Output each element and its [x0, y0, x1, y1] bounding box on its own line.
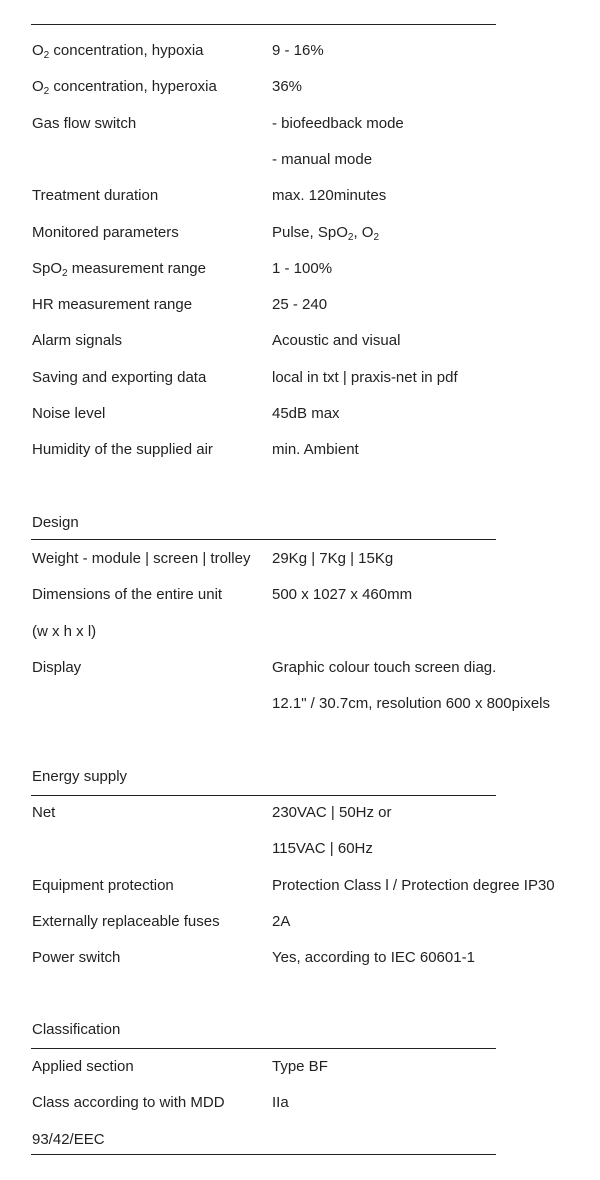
spec-row — [0, 251, 600, 287]
text-run: Monitored parameters — [32, 223, 179, 241]
subscript: 2 — [373, 231, 380, 243]
spec-label — [32, 396, 105, 432]
text-run: HR measurement range — [32, 296, 193, 314]
section-title-design: Design — [32, 514, 79, 531]
text-run: Treatment duration — [32, 187, 159, 205]
subscript: 2 — [62, 267, 68, 279]
spec-row — [0, 178, 600, 214]
spec-label — [32, 251, 206, 287]
spec-label — [32, 1049, 134, 1085]
spec-value — [272, 1049, 328, 1085]
text-run: - biofeedback mode — [272, 114, 404, 132]
spec-value — [272, 251, 332, 287]
section-title-energy-supply: Energy supply — [32, 768, 128, 785]
spec-row — [0, 577, 600, 613]
text-run: IIa — [272, 1094, 289, 1112]
text-run: 1 - 100% — [272, 259, 333, 277]
text-run: O — [32, 78, 44, 96]
text-run: concentration, hyperoxia — [49, 78, 217, 96]
spec-label — [32, 795, 55, 831]
spec-row — [0, 33, 600, 69]
spec-label — [32, 69, 217, 105]
spec-value — [272, 686, 550, 722]
text-run: measurement range — [67, 259, 206, 277]
text-run: 29Kg | 7Kg | 15Kg — [272, 550, 394, 567]
text-run: Pulse, SpO — [272, 223, 348, 241]
spec-label — [32, 904, 220, 940]
spec-row — [0, 614, 600, 650]
spec-row — [0, 795, 600, 831]
spec-label — [32, 614, 96, 650]
subscript: 2 — [347, 231, 354, 243]
spec-row — [0, 69, 600, 105]
spec-row — [0, 904, 600, 940]
spec-label — [32, 178, 158, 214]
text-run: 2A — [272, 912, 291, 930]
spec-row — [0, 360, 600, 396]
spec-value — [272, 360, 458, 396]
spec-label — [32, 940, 120, 976]
text-run: Applied section — [32, 1058, 134, 1075]
text-run: concentration, hypoxia — [49, 42, 204, 59]
spec-label — [32, 215, 179, 251]
spec-row — [0, 1049, 600, 1085]
spec-value — [272, 541, 393, 577]
spec-row — [0, 323, 600, 359]
spec-label — [32, 650, 81, 686]
spec-value — [272, 106, 404, 142]
spec-row — [0, 868, 600, 904]
text-run: Class according to with MDD — [32, 1094, 225, 1112]
section-title-classification: Classification — [32, 1021, 121, 1038]
text-run: O — [32, 42, 44, 59]
spec-label — [32, 577, 222, 613]
text-run: - manual mode — [272, 150, 373, 168]
subscript: 2 — [43, 50, 50, 61]
text-run: min. Ambient — [272, 441, 359, 459]
text-run: Power switch — [32, 949, 121, 967]
spec-label — [32, 360, 206, 396]
spec-row — [0, 541, 600, 577]
text-run: max. 120minutes — [272, 187, 387, 205]
text-run: local in txt | praxis-net in pdf — [272, 368, 458, 386]
spec-value — [272, 33, 324, 69]
text-run: Acoustic and visual — [272, 332, 401, 350]
spec-value — [272, 432, 359, 468]
text-run: 500 x 1027 x 460mm — [272, 586, 413, 604]
spec-label — [32, 106, 136, 142]
text-run: 9 - 16% — [272, 42, 324, 59]
spec-row — [0, 432, 600, 468]
spec-value — [272, 396, 340, 432]
text-run: Graphic colour touch screen diag. — [272, 658, 497, 676]
text-run: Humidity of the supplied air — [32, 441, 213, 459]
spec-value — [272, 795, 392, 831]
text-run: Externally replaceable fuses — [32, 912, 220, 930]
spec-label — [32, 287, 192, 323]
text-run: Net — [32, 804, 56, 821]
spec-value — [272, 831, 373, 867]
text-run: 36% — [272, 78, 303, 96]
text-run: Alarm signals — [32, 332, 123, 350]
spec-row — [0, 1085, 600, 1121]
text-run: Weight - module | screen | trolley — [32, 550, 251, 567]
spec-value — [272, 577, 412, 613]
spec-value — [272, 1085, 289, 1121]
spec-value — [272, 178, 386, 214]
text-run: Type BF — [272, 1058, 328, 1075]
spec-row — [0, 1122, 600, 1158]
text-run: Noise level — [32, 405, 106, 422]
text-run: 45dB max — [272, 405, 340, 422]
spec-value — [272, 868, 555, 904]
spec-value — [272, 69, 302, 105]
spec-row — [0, 215, 600, 251]
divider — [31, 539, 496, 540]
subscript: 2 — [43, 86, 50, 98]
text-run: 25 - 240 — [272, 296, 328, 314]
text-run: Saving and exporting data — [32, 368, 207, 386]
text-run: Display — [32, 658, 82, 676]
text-run: 115VAC | 60Hz — [272, 840, 373, 858]
spec-value — [272, 940, 475, 976]
text-run: 12.1" / 30.7cm, resolution 600 x 800pixels — [272, 695, 550, 713]
text-run: Gas flow switch — [32, 114, 137, 132]
spec-row — [0, 396, 600, 432]
spec-label — [32, 323, 122, 359]
spec-row — [0, 686, 600, 722]
spec-value — [272, 215, 379, 251]
text-run: Equipment protection — [32, 876, 174, 894]
spec-row — [0, 831, 600, 867]
spec-row — [0, 650, 600, 686]
text-run: 230VAC | 50Hz or — [272, 804, 392, 821]
text-run: Protection Class l / Protection degree IP30 — [272, 876, 555, 894]
spec-label — [32, 432, 213, 468]
spec-label — [32, 1085, 225, 1121]
text-run: Yes, according to IEC 60601-1 — [272, 949, 475, 967]
spec-value — [272, 650, 496, 686]
spec-row — [0, 142, 600, 178]
spec-row — [0, 106, 600, 142]
text-run: (w x h x l) — [32, 622, 97, 640]
spec-row — [0, 287, 600, 323]
spec-label — [32, 541, 250, 577]
divider — [31, 1154, 496, 1155]
spec-label — [32, 33, 204, 69]
text-run: 93/42/EEC — [32, 1130, 105, 1148]
spec-value — [272, 323, 400, 359]
divider — [31, 24, 496, 25]
spec-value — [272, 904, 290, 940]
text-run: , O — [353, 223, 374, 241]
spec-value — [272, 287, 327, 323]
text-run: Dimensions of the entire unit — [32, 586, 223, 604]
text-run: SpO — [32, 259, 63, 277]
spec-value — [272, 142, 372, 178]
spec-row — [0, 940, 600, 976]
spec-label — [32, 868, 174, 904]
spec-label — [32, 1122, 105, 1158]
